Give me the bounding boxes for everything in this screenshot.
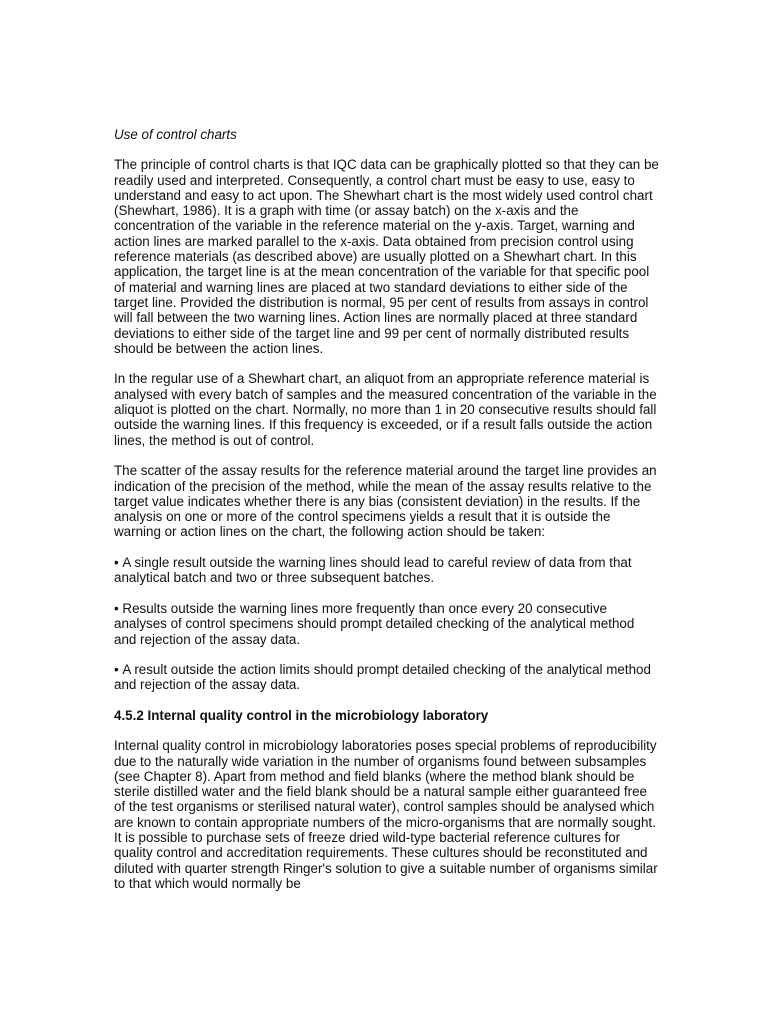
section-title: Use of control charts bbox=[114, 127, 237, 142]
paragraph-microbiology-qc: Internal quality control in microbiology laboratories poses special problems of reproducibility due to the naturally wide variation in the number of organisms found between subsamples (see Chapter 8). Apart from method and field blanks (where the method blank should be sterile distilled water and the field blank should be a natural sample either guaranteed free of the test organisms or sterilised natural water), control samples should be analysed which are known to contain appropriate numbers of the micro-organisms that are normally sought. It is possible to purchase sets of freeze dried wild-type bacterial reference cultures for quality control and accreditation requirements. These cultures should be reconstituted and diluted with quarter strength Ringer's solution to give a suitable number of organisms similar to that which would normally be bbox=[114, 738, 658, 891]
bullet-warning-lines: • A single result outside the warning lines should lead to careful review of data from that analytical batch and two or three subsequent batches. bbox=[114, 555, 659, 586]
bullet-frequent-results: • Results outside the warning lines more frequently than once every 20 consecutive analyses of control specimens should prompt detailed checking of the analytical method and rejection of the assay data. bbox=[114, 601, 659, 647]
subsection-title: 4.5.2 Internal quality control in the microbiology laboratory bbox=[114, 707, 489, 723]
bullet-action-limits: • A result outside the action limits should prompt detailed checking of the analytical method and rejection of the assay data. bbox=[114, 662, 659, 693]
paragraph-scatter-results: The scatter of the assay results for the reference material around the target line provides an indication of the precision of the method, while the mean of the assay results relative to the target value indicates whether there is any bias (consistent deviation) in the results. If the analysis on one or more of the control specimens yields a result that it is outside the warning or action lines on the chart, the following action should be taken: bbox=[114, 463, 657, 540]
paragraph-shewhart-usage: In the regular use of a Shewhart chart, an aliquot from an appropriate reference material is analysed with every batch of samples and the measured concentration of the variable in the aliquot is plotted on the chart. Normally, no more than 1 in 20 consecutive results should fall outside the warning lines. If this frequency is exceeded, or if a result falls outside the action lines, the method is out of control. bbox=[114, 371, 657, 448]
document-body bbox=[114, 127, 659, 907]
paragraph-control-chart-principle: The principle of control charts is that IQC data can be graphically plotted so that they can be readily used and interpreted. Consequently, a control chart must be easy to use, easy to understand and easy to act upon. The Shewhart chart is the most widely used control chart (Shewhart, 1986). It is a graph with time (or assay batch) on the x-axis and the concentration of the variable in the reference material on the y-axis. Target, warning and action lines are marked parallel to the x-axis. Data obtained from precision control using reference materials (as described above) are usually plotted on a Shewhart chart. In this application, the target line is at the mean concentration of the variable for that specific pool of material and warning lines are placed at two standard deviations to either side of the target line. Provided the distribution is normal, 95 per cent of results from assays in control will fall between the two warning lines. Action lines are normally placed at three standard deviations to either side of the target line and 99 per cent of normally distributed results should be between the action lines. bbox=[114, 157, 659, 356]
